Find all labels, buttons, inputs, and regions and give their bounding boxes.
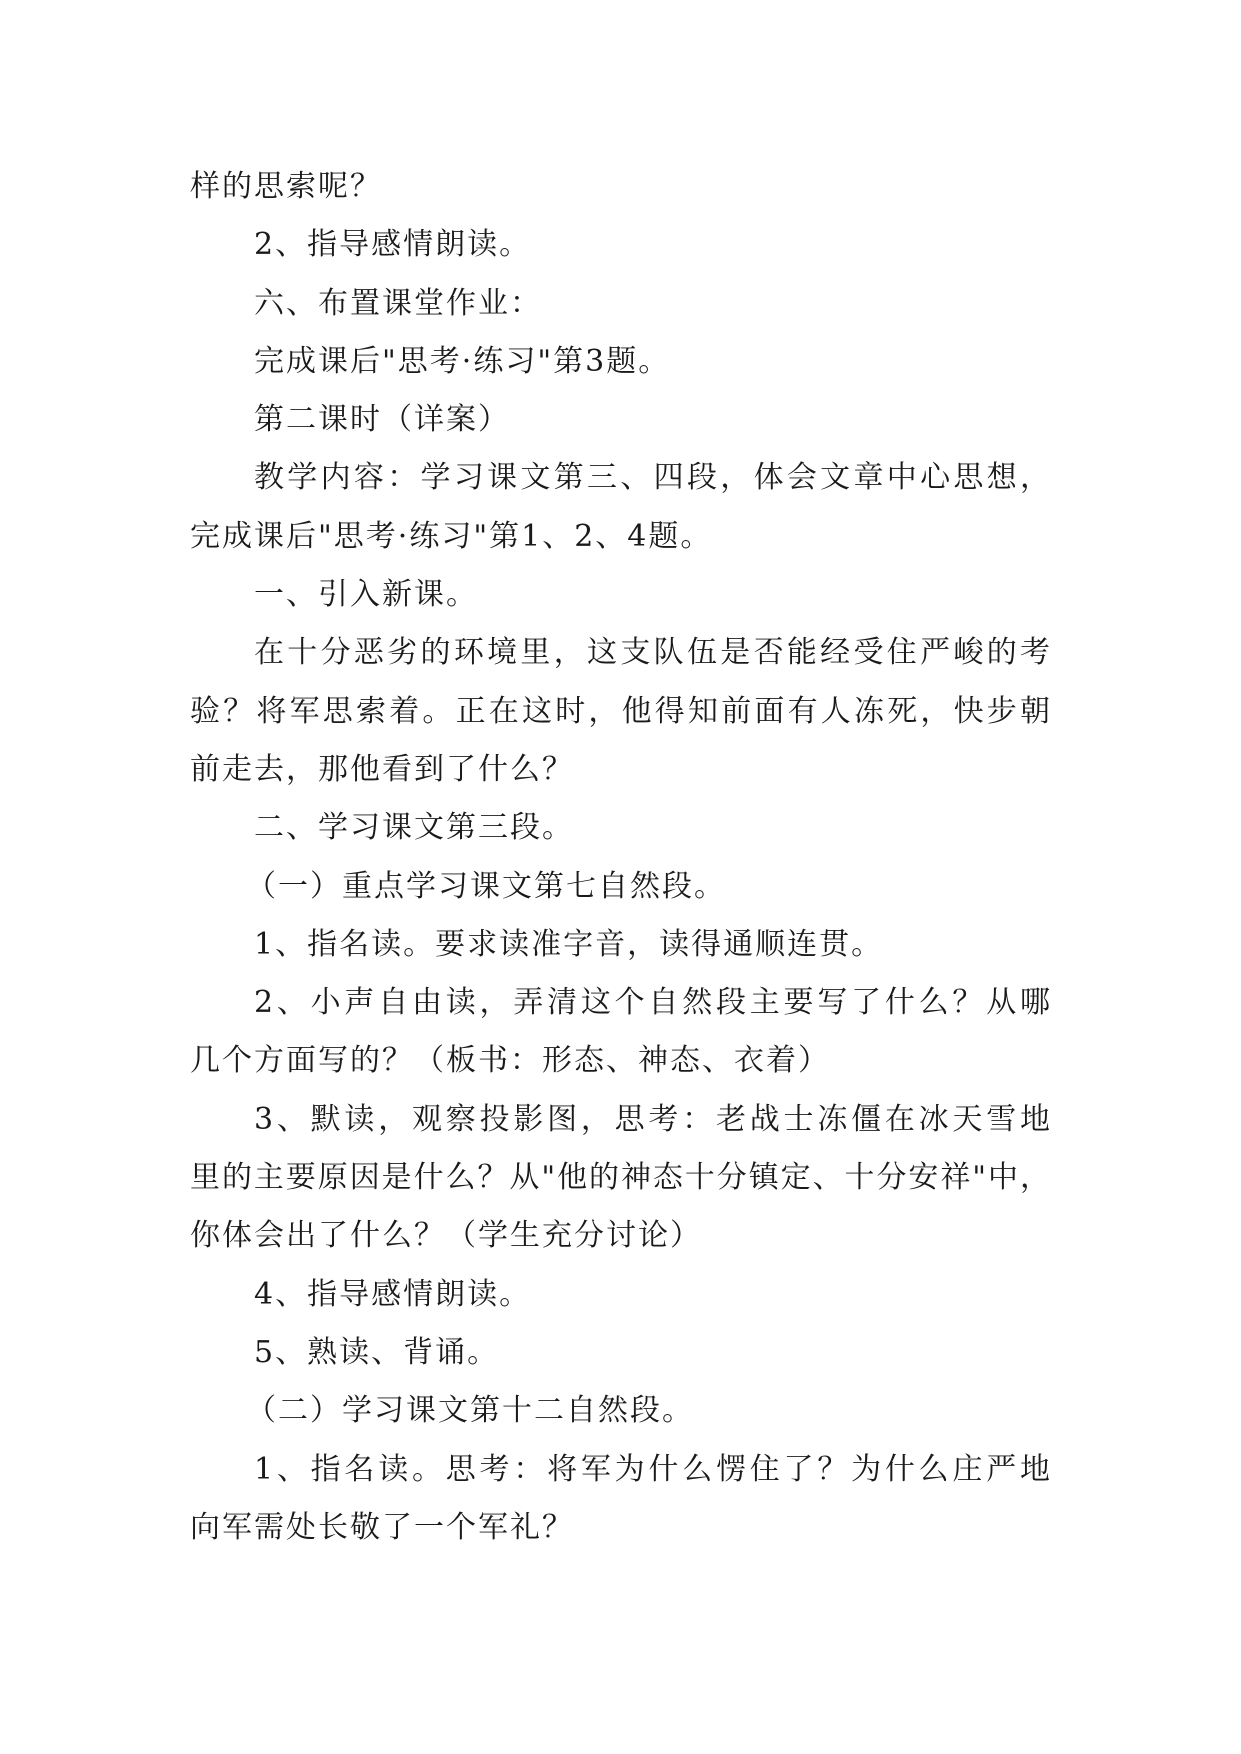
- section-heading: 第二课时（详案）: [254, 402, 510, 438]
- text-line: 样的思索呢？: [190, 169, 382, 204]
- text-line: 1、指名读。要求读准字音，读得通顺连贯。: [254, 926, 884, 962]
- text-line: 二、学习课文第三段。: [254, 810, 574, 846]
- text-line: 1、指名读。思考：将军为什么愣住了？为什么庄严地: [254, 1451, 1050, 1487]
- text-line: 六、布置课堂作业：: [254, 285, 542, 321]
- document-body: [190, 158, 1050, 1557]
- text-line: 5、熟读、背诵。: [254, 1334, 500, 1370]
- text-line: （二）学习课文第十二自然段。: [246, 1393, 694, 1429]
- text-line: 2、指导感情朗读。: [254, 227, 532, 263]
- text-line: 教学内容：学习课文第三、四段，体会文章中心思想，: [254, 460, 1050, 496]
- text-line: 你体会出了什么？（学生充分讨论）: [190, 1218, 702, 1254]
- text-line: 向军需处长敬了一个军礼？: [190, 1509, 574, 1545]
- text-line: 前走去，那他看到了什么？: [190, 751, 574, 787]
- text-line: 3、默读，观察投影图，思考：老战士冻僵在冰天雪地: [254, 1101, 1050, 1137]
- text-line: 几个方面写的？（板书：形态、神态、衣着）: [190, 1043, 830, 1079]
- text-line: 在十分恶劣的环境里，这支队伍是否能经受住严峻的考: [254, 635, 1050, 671]
- text-line: 4、指导感情朗读。: [254, 1276, 532, 1312]
- text-line: 一、引入新课。: [254, 577, 478, 613]
- text-line: 完成课后"思考·练习"第3题。: [254, 343, 671, 379]
- text-line: （一）重点学习课文第七自然段。: [246, 868, 726, 904]
- text-line: 里的主要原因是什么？从"他的神态十分镇定、十分安祥"中，: [190, 1160, 1050, 1196]
- text-line: 完成课后"思考·练习"第1、2、4题。: [190, 518, 713, 554]
- text-line: 验？将军思索着。正在这时，他得知前面有人冻死，快步朝: [190, 693, 1050, 729]
- text-line: 2、小声自由读，弄清这个自然段主要写了什么？从哪: [254, 985, 1050, 1021]
